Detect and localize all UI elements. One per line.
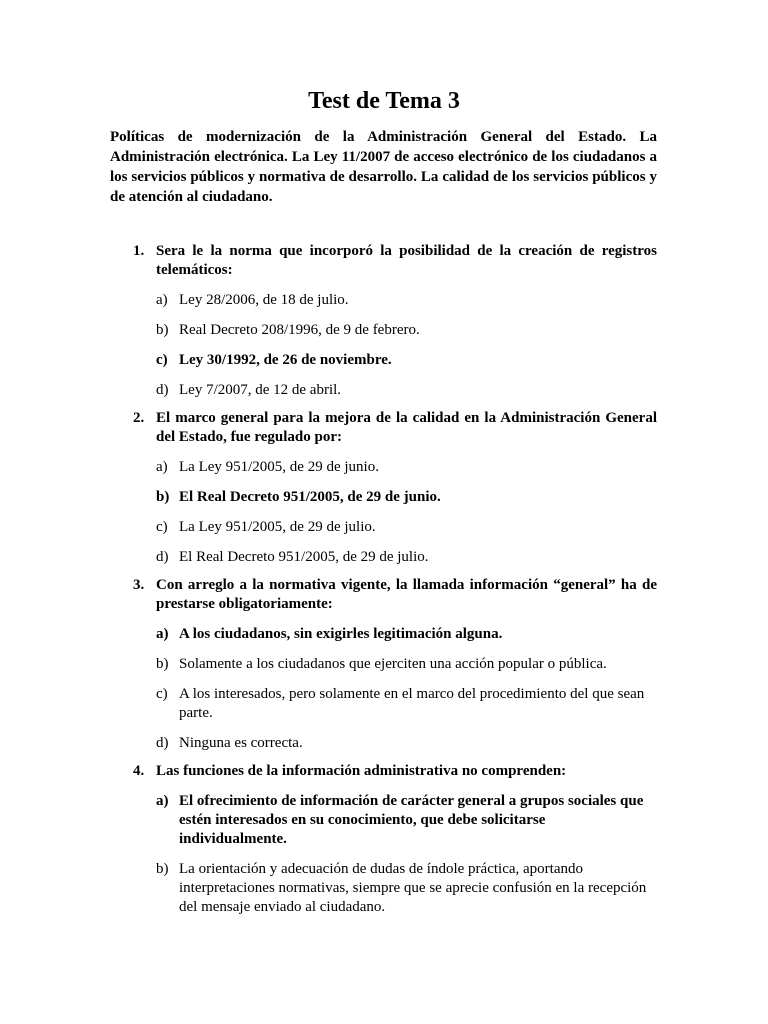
option-text: La Ley 951/2005, de 29 de julio. bbox=[179, 519, 376, 535]
correct-answer-option bbox=[156, 625, 657, 644]
option-text: Real Decreto 208/1996, de 9 de febrero. bbox=[179, 322, 420, 338]
correct-answer-option bbox=[156, 792, 657, 849]
answer-option bbox=[156, 685, 657, 723]
option-text: Ley 7/2007, de 12 de abril. bbox=[179, 382, 342, 398]
option-letter: a) bbox=[156, 459, 168, 475]
correct-answer-option bbox=[156, 351, 657, 370]
question-item bbox=[110, 576, 657, 753]
option-letter: d) bbox=[156, 549, 169, 565]
answer-option bbox=[156, 548, 657, 567]
question-item bbox=[110, 242, 657, 400]
option-text: Ley 30/1992, de 26 de noviembre. bbox=[179, 352, 392, 368]
option-text: El ofrecimiento de información de carácter general a grupos sociales que estén interesados en su conocimiento, que debe solicitarse individualmente. bbox=[179, 793, 644, 847]
question-item bbox=[110, 762, 657, 917]
document-title: Test de Tema 3 bbox=[308, 88, 460, 114]
answer-options bbox=[156, 458, 657, 567]
option-letter: c) bbox=[156, 519, 168, 535]
correct-answer-option bbox=[156, 488, 657, 507]
question-item bbox=[110, 409, 657, 567]
answer-option bbox=[156, 655, 657, 674]
option-text: A los interesados, pero solamente en el marco del procedimiento del que sean parte. bbox=[179, 686, 645, 721]
answer-option bbox=[156, 734, 657, 753]
option-text: Solamente a los ciudadanos que ejerciten una acción popular o pública. bbox=[179, 656, 607, 672]
answer-option bbox=[156, 321, 657, 340]
question-text: El marco general para la mejora de la calidad en la Administración General del Estado, fue regulado por: bbox=[156, 410, 657, 445]
topic-description: Políticas de modernización de la Administración General del Estado. La Administración electrónica. La Ley 11/2007 de acceso electrónico de los ciudadanos a los servicios públicos y normativa de desarrollo. La calidad de los servicios públicos y de atención al ciudadano. bbox=[110, 129, 657, 205]
answer-option bbox=[156, 518, 657, 537]
option-letter: c) bbox=[156, 352, 168, 368]
option-text: Ninguna es correcta. bbox=[179, 735, 303, 751]
option-letter: c) bbox=[156, 686, 168, 702]
option-text: El Real Decreto 951/2005, de 29 de junio. bbox=[179, 489, 441, 505]
question-number: 1. bbox=[133, 243, 145, 259]
question-number: 3. bbox=[133, 577, 145, 593]
option-text: A los ciudadanos, sin exigirles legitimación alguna. bbox=[179, 626, 503, 642]
question-list bbox=[110, 242, 657, 917]
option-letter: a) bbox=[156, 793, 169, 809]
answer-options bbox=[156, 291, 657, 400]
answer-option bbox=[156, 291, 657, 310]
answer-option bbox=[156, 381, 657, 400]
answer-option bbox=[156, 458, 657, 477]
question-text: Con arreglo a la normativa vigente, la llamada información “general” ha de prestarse obligatoriamente: bbox=[156, 577, 657, 612]
option-text: La orientación y adecuación de dudas de índole práctica, aportando interpretaciones normativas, siempre que se aprecie confusión en la recepción del mensaje enviado al ciudadano. bbox=[179, 861, 647, 915]
answer-option bbox=[156, 860, 657, 917]
option-letter: b) bbox=[156, 489, 170, 505]
option-letter: a) bbox=[156, 292, 168, 308]
option-letter: d) bbox=[156, 735, 169, 751]
option-letter: b) bbox=[156, 656, 169, 672]
answer-options bbox=[156, 792, 657, 917]
option-text: Ley 28/2006, de 18 de julio. bbox=[179, 292, 349, 308]
option-letter: a) bbox=[156, 626, 169, 642]
option-text: La Ley 951/2005, de 29 de junio. bbox=[179, 459, 379, 475]
option-letter: b) bbox=[156, 322, 169, 338]
option-text: El Real Decreto 951/2005, de 29 de julio. bbox=[179, 549, 429, 565]
option-letter: b) bbox=[156, 861, 169, 877]
question-number: 4. bbox=[133, 763, 145, 779]
answer-options bbox=[156, 625, 657, 753]
option-letter: d) bbox=[156, 382, 169, 398]
question-text: Sera le la norma que incorporó la posibilidad de la creación de registros telemáticos: bbox=[156, 243, 657, 278]
question-text: Las funciones de la información administrativa no comprenden: bbox=[156, 763, 567, 779]
question-number: 2. bbox=[133, 410, 145, 426]
